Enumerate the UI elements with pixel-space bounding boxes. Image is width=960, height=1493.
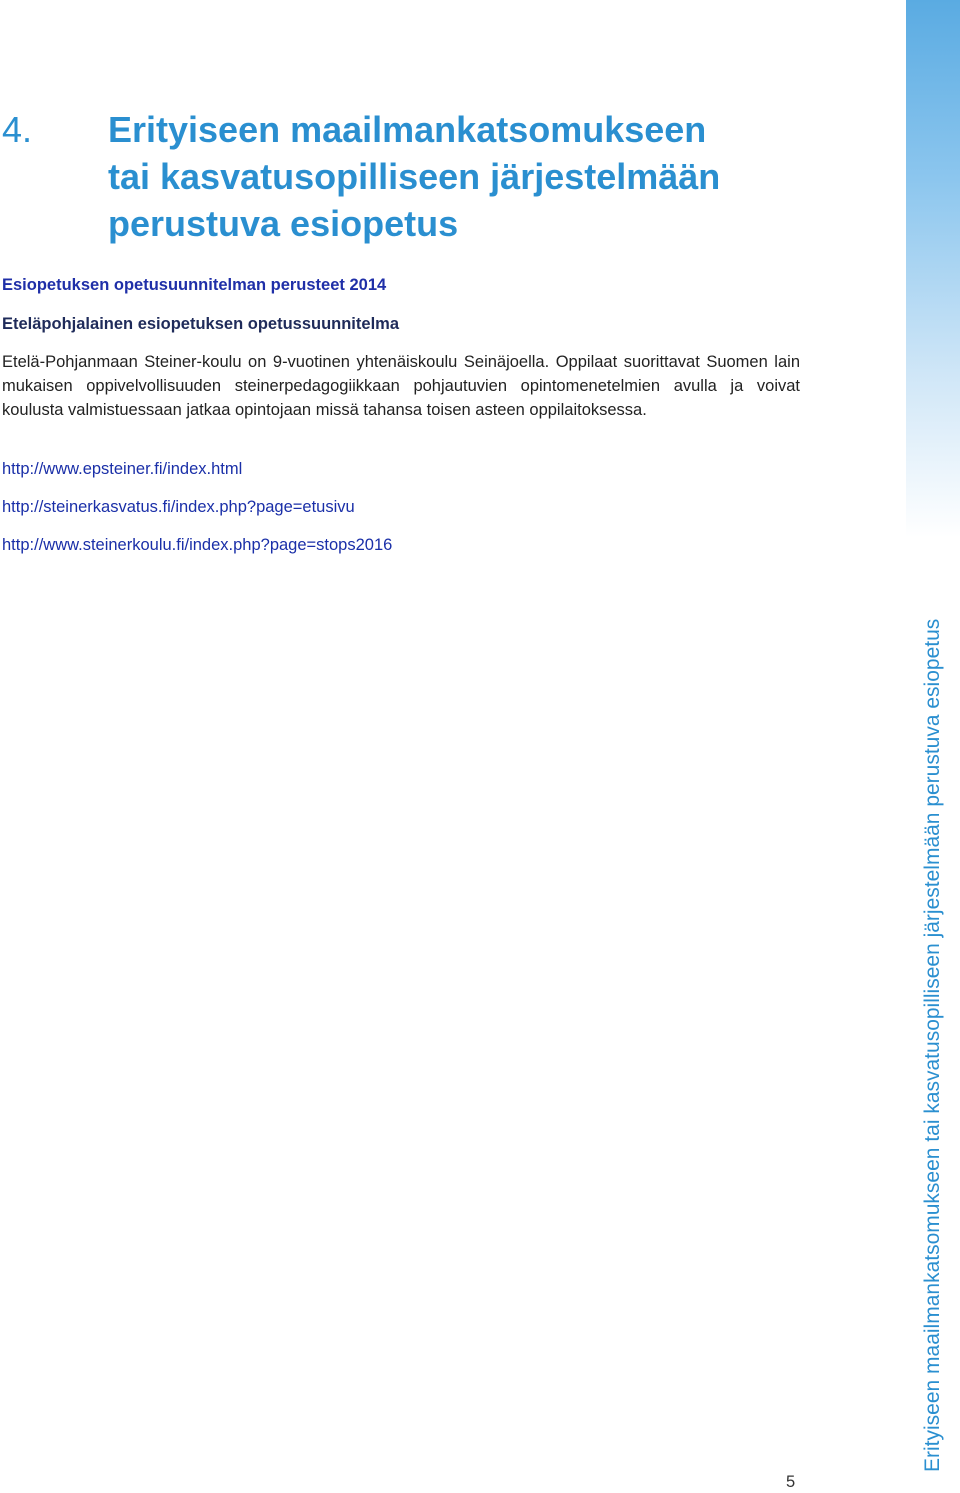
chapter-title xyxy=(108,106,808,247)
school-description-paragraph: Etelä-Pohjanmaan Steiner-koulu on 9-vuotinen yhtenäiskoulu Seinäjoella. Oppilaat suorittavat Suomen lain mukaisen oppivelvollisuuden steinerpedagogiikkaan pohjautuvien opintomenetelmien avulla ja voivat koulusta valmistuessaan jatkaa opintojaan missä tahansa toisen asteen oppilaitoksessa. xyxy=(2,353,800,419)
side-running-title: Erityiseen maailmankatsomukseen tai kasvatusopilliseen järjestelmään perustuva esiopetus xyxy=(921,618,944,1472)
chapter-title-line: tai kasvatusopilliseen järjestelmään xyxy=(108,156,721,197)
steinerkasvatus-link[interactable]: http://steinerkasvatus.fi/index.php?page=etusivu xyxy=(2,498,355,516)
epsteiner-link[interactable]: http://www.epsteiner.fi/index.html xyxy=(2,460,243,478)
curriculum-subheading: Esiopetuksen opetusuunnitelman perusteet 2014 xyxy=(2,276,387,294)
regional-curriculum-subheading: Eteläpohjalainen esiopetuksen opetussuunnitelma xyxy=(2,315,399,333)
chapter-number: 4. xyxy=(2,109,33,150)
chapter-title-line: Erityiseen maailmankatsomukseen xyxy=(108,109,707,150)
steinerkoulu-link[interactable]: http://www.steinerkoulu.fi/index.php?page=stops2016 xyxy=(2,536,393,554)
page-number: 5 xyxy=(786,1473,796,1491)
chapter-title-line: perustuva esiopetus xyxy=(108,203,459,244)
